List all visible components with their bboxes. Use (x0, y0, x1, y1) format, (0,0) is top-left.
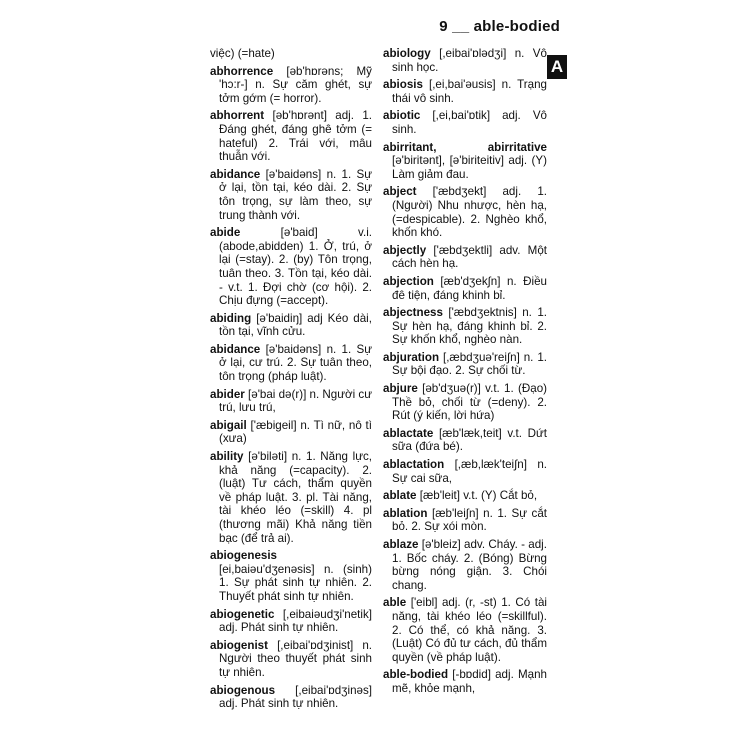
dictionary-entry (383, 427, 547, 454)
definition: [,ei,bai'ɒtik] adj. Vô sinh. (392, 109, 547, 136)
dictionary-entry (210, 639, 372, 680)
dictionary-entry (383, 109, 547, 136)
headword: abiogenetic (210, 607, 275, 621)
dictionary-entry (210, 65, 372, 106)
page-header (380, 18, 560, 35)
definition: [əb'hɒrəns; Mỹ 'hɔ:r-] n. Sự căm ghét, sự tởm gớm (= horror). (219, 64, 372, 105)
dictionary-entry (210, 388, 372, 415)
headword: able (383, 596, 407, 610)
dictionary-entry (383, 244, 547, 271)
dictionary-entry (383, 382, 547, 423)
headword: abjuration (383, 350, 440, 364)
headword: abiology (383, 47, 431, 60)
definition: [ə'biləti] n. 1. Năng lực, khả năng (=capacity). 2. (luật) Tư cách, thẩm quyền về pháp luật. 3. pl. Tài năng, tài khéo léo (=skill) 4. pl (thương mãi) Khả năng tiền bạc (để trả ai). (219, 450, 372, 545)
headword: abjectly (383, 243, 427, 257)
dictionary-entry (210, 312, 372, 339)
headword: ablaze (383, 538, 419, 551)
headword: ability (210, 450, 244, 464)
headword: ablactate (383, 426, 434, 440)
page-number: 9 (439, 18, 448, 35)
headword: abirritant, abirritative (383, 140, 547, 154)
dictionary-entry (210, 168, 372, 222)
left-column (210, 47, 372, 715)
definition: [ə'baid] v.i. (abode,abidden) 1. Ở, trú, ở lại (=stay). 2. (by) Tôn trọng, tuân theo. 3. Tồn tại, kéo dài. - v.t. 1. Đợi chờ (cơ hội). 2. Chịu đựng (=accept). (219, 226, 372, 308)
definition: [æb'lei∫n] n. 1. Sự cắt bỏ. 2. Sự xói mòn. (392, 506, 547, 534)
headword: abjectness (383, 306, 443, 320)
definition: [,eibai'ɒdʒinəs] adj. Phát sinh tự nhiên. (219, 683, 372, 711)
headword: abiogenesis (210, 549, 278, 563)
dictionary-entry (210, 608, 372, 635)
dictionary-entry (383, 458, 547, 485)
dictionary-entry (383, 351, 547, 378)
dictionary-entry (383, 78, 547, 105)
headword: abhorrence (210, 64, 274, 78)
dictionary-entry (383, 668, 547, 695)
headword: abiotic (383, 109, 421, 123)
headword: abjection (383, 274, 434, 288)
definition: [æb'læk,teit] v.t. Dứt sữa (đứa bé). (392, 426, 547, 454)
definition: [əb'dʒuə(r)] v.t. 1. (Đạo) Thề bỏ, chối từ (=deny). 2. Rút (ý kiến, lời hứa) (392, 382, 547, 423)
definition: ['æbdʒektnis] n. 1. Sự hèn hạ, đáng khinh bỉ. 2. Sự khốn khổ, nghèo nàn. (392, 306, 547, 347)
header-separator: __ (452, 18, 470, 35)
definition: ['eibl] adj. (r, -st) 1. Có tài năng, tài khéo léo (=skillful). 2. Có thể, có khả năng. 3. (Luật) Có đủ tư cách, đủ thẩm quyền (về pháp luật). (392, 596, 548, 664)
dictionary-entry (383, 596, 547, 664)
guide-word: able-bodied (473, 18, 560, 35)
definition: [ə'bleiz] adv. Cháy. - adj. 1. Bốc cháy. 2. (Bóng) Bừng bừng nóng giận. 3. Chói chang. (392, 538, 547, 592)
dictionary-entry (210, 109, 372, 163)
definition: [-bɒdid] adj. Mạnh mẽ, khỏe mạnh, (392, 668, 547, 695)
definition: [æb'dʒek∫n] n. Điều đê tiện, đáng khinh bỉ. (392, 274, 547, 302)
headword: abidance (210, 167, 261, 181)
right-column (383, 47, 547, 700)
definition: ['æbdʒekt] adj. 1. (Người) Nhu nhược, hèn hạ, (=despicable). 2. Nghèo khổ, khốn khó. (392, 185, 547, 240)
dictionary-entry (210, 419, 372, 446)
definition: [,eibai'ɒdʒinist] n. Người theo thuyết phát sinh tự nhiên. (219, 638, 372, 679)
definition: ['æbigeil] n. Tì nữ, nô tì (xưa) (219, 418, 372, 446)
definition: [əb'hɒrənt] adj. 1. Đáng ghét, đáng ghê tởm (= hateful) 2. Trái với, mâu thuẫn với. (219, 109, 372, 164)
dictionary-entry (210, 450, 372, 545)
headword: abide (210, 226, 241, 240)
dictionary-entry (383, 185, 547, 239)
definition: [ei,baiəu'dʒenəsis] n. (sinh) 1. Sự phát sinh tự nhiên. 2. Thuyết phát sinh tự nhiên. (219, 562, 372, 603)
headword: ablactation (383, 458, 445, 472)
dictionary-entry (383, 306, 547, 347)
headword: abiosis (383, 78, 423, 92)
definition: [,æb,læk'tei∫n] n. Sự cai sữa, (392, 458, 547, 485)
dictionary-entry (383, 47, 547, 74)
definition: [ə'biritənt], [ə'biriteitiv] adj. (Y) Làm giảm đau. (392, 154, 547, 181)
definition: ['æbdʒektli] adv. Một cách hèn hạ. (392, 243, 547, 271)
dictionary-entry (210, 226, 372, 308)
headword: abhorrent (210, 109, 265, 123)
definition: [,ei,bai'əusis] n. Trạng thái vô sinh. (392, 78, 547, 105)
definition: việc) (=hate) (210, 47, 275, 60)
definition: [ə'baidiŋ] adj Kéo dài, tồn tại, vĩnh cửu. (219, 311, 372, 339)
headword: abiogenous (210, 683, 276, 697)
dictionary-entry (210, 684, 372, 711)
dictionary-entry (383, 141, 547, 182)
headword: abiogenist (210, 638, 268, 652)
headword: abigail (210, 418, 247, 432)
dictionary-entry (383, 275, 547, 302)
headword: able-bodied (383, 668, 449, 682)
headword: abiding (210, 311, 252, 325)
definition: [ə'bai də(r)] n. Người cư trú, lưu trú, (219, 387, 372, 415)
thumb-tab: A (547, 55, 567, 79)
dictionary-entry (383, 489, 547, 503)
headword: abject (383, 185, 417, 199)
definition: [æb'leit] v.t. (Y) Cắt bỏ, (419, 489, 538, 503)
dictionary-entry (210, 343, 372, 384)
headword: abjure (383, 382, 418, 396)
headword: abidance (210, 342, 261, 356)
headword: abider (210, 387, 245, 401)
headword: ablation (383, 506, 428, 520)
definition: [ə'baidəns] n. 1. Sự ở lại, cư trú. 2. Sự tuân theo, tôn trọng (pháp luật). (219, 342, 372, 384)
definition: [,eibai'ɒlədʒi] n. Vô sinh học. (392, 47, 547, 74)
dictionary-entry (383, 507, 547, 534)
dictionary-entry (210, 549, 372, 603)
dictionary-entry (210, 47, 372, 61)
definition: [,æbdʒuə'rei∫n] n. 1. Sự bội đạo. 2. Sự chối từ. (392, 350, 547, 378)
headword: ablate (383, 489, 417, 503)
dictionary-entry (383, 538, 547, 592)
definition: [ə'baidəns] n. 1. Sự ở lại, tồn tại, kéo dài. 2. Sự tôn trọng, sự làm theo, sự trung thành với. (219, 167, 372, 222)
definition: [,eibaiəudʒi'netik] adj. Phát sinh tự nhiên. (219, 607, 372, 635)
